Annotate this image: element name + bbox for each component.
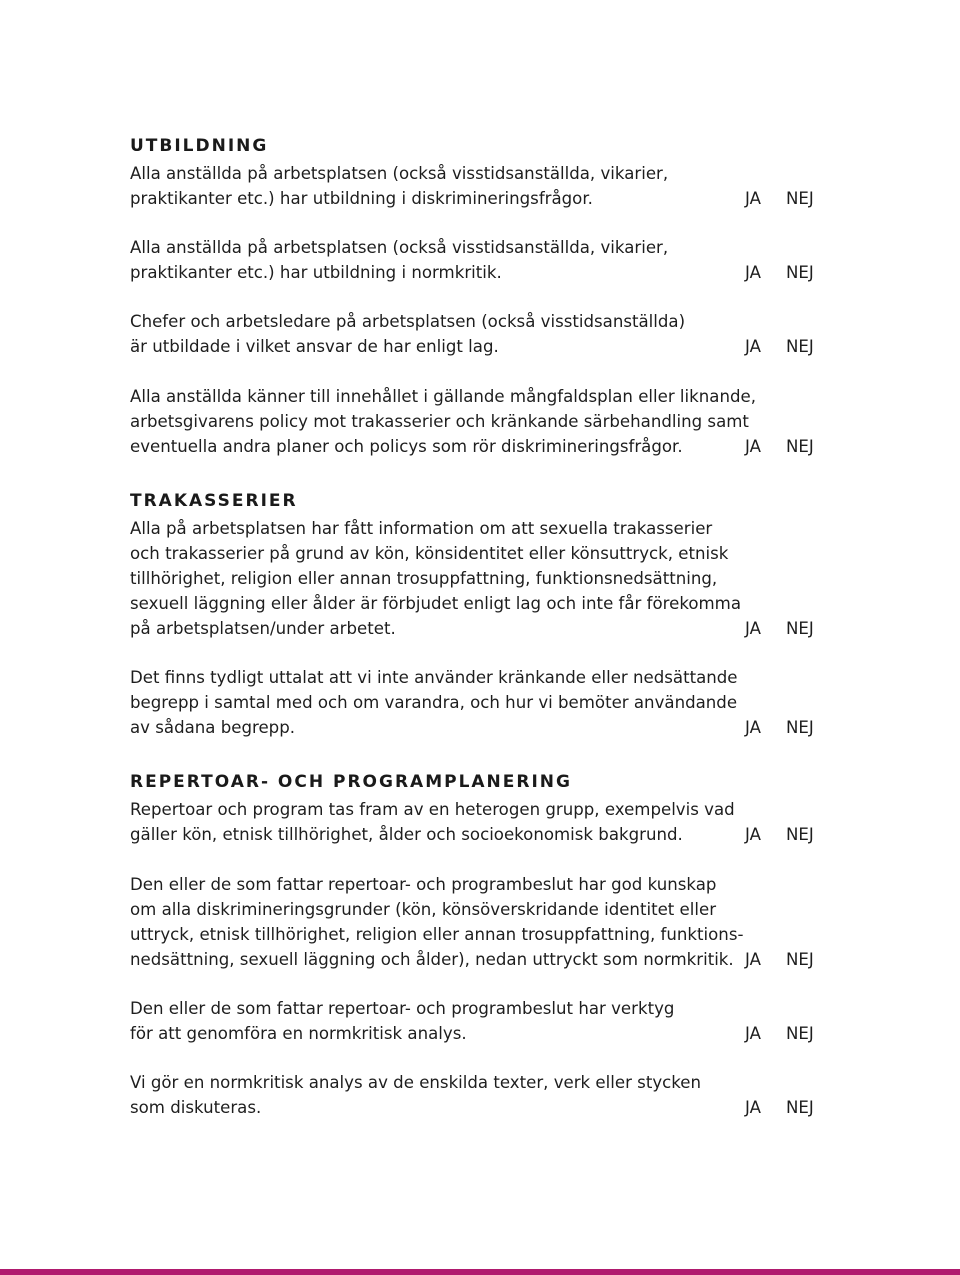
question-text-line: och trakasserier på grund av kön, könsidentitet eller könsuttryck, etnisk [130, 544, 729, 563]
question-item [130, 235, 950, 285]
yes-option[interactable]: JA [745, 337, 761, 356]
section-heading-repertoar: REPERTOAR- OCH PROGRAMPLANERING [130, 772, 572, 792]
question-text-line: Den eller de som fattar repertoar- och programbeslut har god kunskap [130, 875, 717, 894]
answer-options [745, 1095, 814, 1120]
question-item [130, 797, 950, 847]
answer-options [745, 334, 814, 359]
yes-option[interactable]: JA [745, 1024, 761, 1043]
answer-options [745, 947, 814, 972]
question-text-line: om alla diskrimineringsgrunder (kön, könsöverskridande identitet eller [130, 900, 717, 919]
no-option[interactable]: NEJ [786, 1098, 814, 1117]
yes-option[interactable]: JA [745, 825, 761, 844]
question-text-line: för att genomföra en normkritisk analys. [130, 1024, 467, 1043]
no-option[interactable]: NEJ [786, 718, 814, 737]
answer-options [745, 1021, 814, 1046]
question-item [130, 161, 950, 211]
answer-options [745, 715, 814, 740]
question-item [130, 516, 950, 641]
question-item [130, 872, 950, 972]
question-text-line: Alla på arbetsplatsen har fått information om att sexuella trakasserier [130, 519, 713, 538]
question-text-line: av sådana begrepp. [130, 718, 296, 737]
question-text-line: arbetsgivarens policy mot trakasserier och kränkande särbehandling samt [130, 412, 749, 431]
yes-option[interactable]: JA [745, 619, 761, 638]
question-text-line: Det finns tydligt uttalat att vi inte använder kränkande eller nedsättande [130, 668, 738, 687]
yes-option[interactable]: JA [745, 437, 761, 456]
no-option[interactable]: NEJ [786, 825, 814, 844]
question-text-line: nedsättning, sexuell läggning och ålder), nedan uttryckt som normkritik. [130, 950, 734, 969]
question-text-line: är utbildade i vilket ansvar de har enligt lag. [130, 337, 499, 356]
section-heading-trakasserier: TRAKASSERIER [130, 491, 298, 511]
bottom-accent-bar [0, 1269, 960, 1275]
question-text-line: uttryck, etnisk tillhörighet, religion eller annan trosuppfattning, funktions- [130, 925, 744, 944]
question-text-line: som diskuteras. [130, 1098, 262, 1117]
answer-options [745, 260, 814, 285]
yes-option[interactable]: JA [745, 263, 761, 282]
question-text-line: Alla anställda på arbetsplatsen (också visstidsanställda, vikarier, [130, 238, 669, 257]
yes-option[interactable]: JA [745, 950, 761, 969]
question-item [130, 309, 950, 359]
question-text-line: gäller kön, etnisk tillhörighet, ålder och socioekonomisk bakgrund. [130, 825, 683, 844]
no-option[interactable]: NEJ [786, 189, 814, 208]
yes-option[interactable]: JA [745, 189, 761, 208]
question-text-line: eventuella andra planer och policys som rör diskrimineringsfrågor. [130, 437, 683, 456]
question-text-line: sexuell läggning eller ålder är förbjudet enligt lag och inte får förekomma [130, 594, 741, 613]
question-text-line: Chefer och arbetsledare på arbetsplatsen (också visstidsanställda) [130, 312, 686, 331]
yes-option[interactable]: JA [745, 718, 761, 737]
question-text-line: Repertoar och program tas fram av en heterogen grupp, exempelvis vad [130, 800, 735, 819]
question-item [130, 1070, 950, 1120]
no-option[interactable]: NEJ [786, 950, 814, 969]
question-text-line: praktikanter etc.) har utbildning i diskrimineringsfrågor. [130, 189, 593, 208]
question-item [130, 996, 950, 1046]
question-item [130, 665, 950, 740]
question-text-line: tillhörighet, religion eller annan trosuppfattning, funktionsnedsättning, [130, 569, 718, 588]
no-option[interactable]: NEJ [786, 337, 814, 356]
question-item [130, 384, 950, 459]
question-text-line: Alla anställda på arbetsplatsen (också visstidsanställda, vikarier, [130, 164, 669, 183]
answer-options [745, 186, 814, 211]
question-text-line: begrepp i samtal med och om varandra, och hur vi bemöter användande [130, 693, 738, 712]
section-heading-utbildning: UTBILDNING [130, 136, 269, 156]
question-text-line: praktikanter etc.) har utbildning i normkritik. [130, 263, 502, 282]
answer-options [745, 434, 814, 459]
yes-option[interactable]: JA [745, 1098, 761, 1117]
no-option[interactable]: NEJ [786, 263, 814, 282]
answer-options [745, 616, 814, 641]
question-text-line: Alla anställda känner till innehållet i gällande mångfaldsplan eller liknande, [130, 387, 756, 406]
question-text-line: Den eller de som fattar repertoar- och programbeslut har verktyg [130, 999, 675, 1018]
question-text-line: på arbetsplatsen/under arbetet. [130, 619, 396, 638]
no-option[interactable]: NEJ [786, 437, 814, 456]
question-text-line: Vi gör en normkritisk analys av de enskilda texter, verk eller stycken [130, 1073, 702, 1092]
no-option[interactable]: NEJ [786, 1024, 814, 1043]
answer-options [745, 822, 814, 847]
no-option[interactable]: NEJ [786, 619, 814, 638]
